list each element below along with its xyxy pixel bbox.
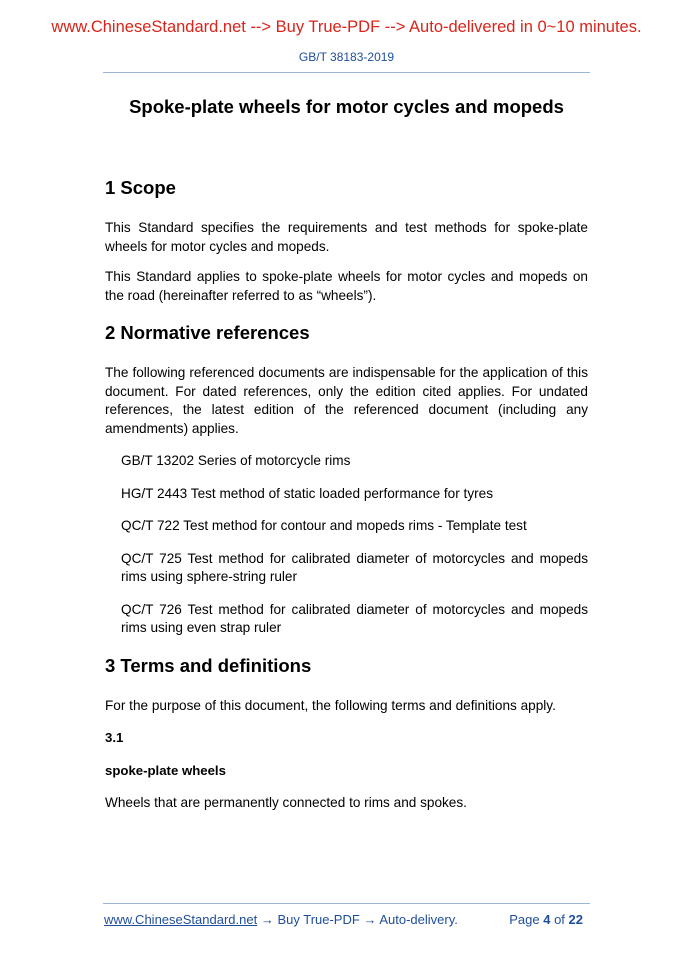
footer-site-link[interactable]: www.ChineseStandard.net <box>104 912 258 927</box>
reference-item: GB/T 13202 Series of motorcycle rims <box>121 453 351 468</box>
arrow-icon: → <box>260 912 274 927</box>
reference-item: QC/T 725 Test method for calibrated diameter of motorcycles and mopeds rims using sphere-string ruler <box>121 550 588 584</box>
section-heading-normative-references: 2 Normative references <box>105 322 310 343</box>
header-banner[interactable]: www.ChineseStandard.net --> Buy True-PDF --> Auto-delivered in 0~10 minutes. <box>51 18 642 36</box>
normative-intro: The following referenced documents are indispensable for the application of this document. For dated references, only the edition cited applies. For undated references, the latest edition of the referenced document (including any amendments) applies. <box>105 365 588 436</box>
footer-auto-text: Auto-delivery. <box>379 912 458 927</box>
clause-number: 3.1 <box>105 730 124 745</box>
page-number: 4 <box>543 912 551 927</box>
page-total: 22 <box>568 912 583 927</box>
reference-item: QC/T 722 Test method for contour and mopeds rims - Template test <box>121 518 527 533</box>
section-heading-terms: 3 Terms and definitions <box>105 654 312 676</box>
of-label: of <box>554 912 565 927</box>
reference-item: HG/T 2443 Test method of static loaded performance for tyres <box>121 485 494 501</box>
footer-buy-text: Buy True-PDF <box>277 912 360 927</box>
section-heading-scope: 1 Scope <box>105 177 176 198</box>
term-definition: Wheels that are permanently connected to rims and spokes. <box>105 795 467 810</box>
document-title: Spoke-plate wheels for motor cycles and mopeds <box>129 96 564 117</box>
header-divider <box>103 72 590 73</box>
terms-intro: For the purpose of this document, the following terms and definitions apply. <box>105 697 556 713</box>
document-body <box>105 176 588 825</box>
standard-code: GB/T 38183-2019 <box>298 50 395 64</box>
page-label: Page <box>509 912 540 927</box>
term-name: spoke-plate wheels <box>105 762 226 778</box>
page-indicator <box>509 912 583 927</box>
arrow-icon: → <box>363 912 377 927</box>
scope-paragraph-2: This Standard applies to spoke-plate wheels for motor cycles and mopeds on the road (hereinafter referred to as “wheels”). <box>105 269 588 303</box>
scope-paragraph-1: This Standard specifies the requirements and test methods for spoke-plate wheels for motor cycles and mopeds. <box>105 220 588 254</box>
page-footer <box>104 912 589 927</box>
footer-divider <box>103 903 590 904</box>
reference-item: QC/T 726 Test method for calibrated diameter of motorcycles and mopeds rims using even strap ruler <box>121 601 588 635</box>
